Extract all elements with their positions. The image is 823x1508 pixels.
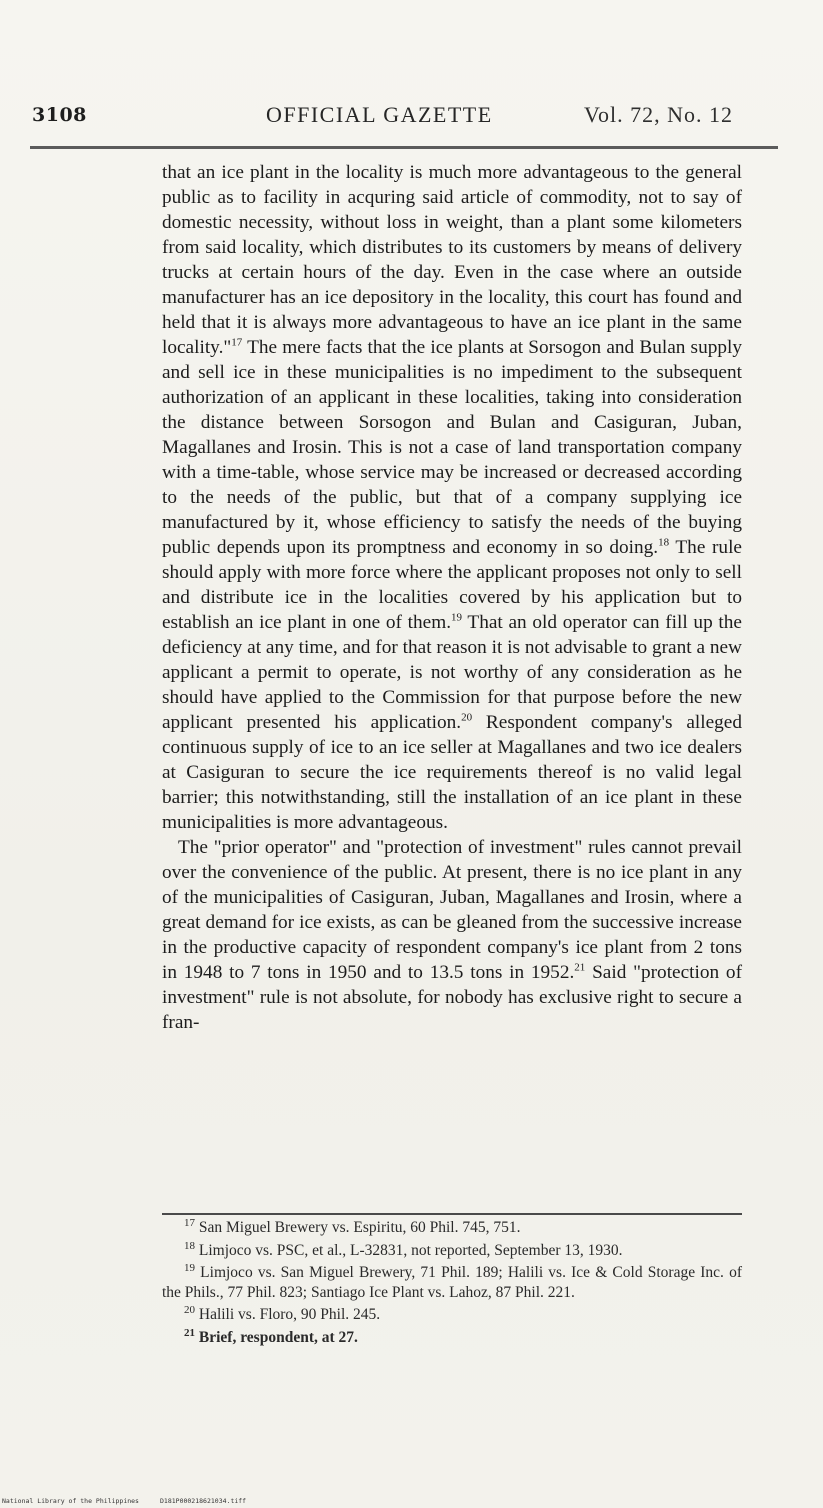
- footnote-text: San Miguel Brewery vs. Espiritu, 60 Phil. 745, 751.: [198, 1219, 521, 1236]
- body-paragraph: [162, 160, 742, 835]
- footnote-reference: 20: [461, 711, 473, 724]
- body-text-run: The "prior operator" and "protection of investment" rules cannot prevail over the convenience of the public. At present, there is no ice plant in any of the municipalities of Casiguran, Juban, Magallanes and Irosin, where a great demand for ice exists, as can be gleaned from the successive increase in the productive capacity of respondent company's ice plant from 2 tons in 1948 to 7 tons in 1950 and to 13.5 tons in 1952.: [162, 837, 742, 983]
- body-text-run: Respondent company's alleged continuous supply of ice to an ice seller at Magallanes and two ice dealers at Casiguran to secure the ice requirements thereof is no valid legal barrier; this notwithstanding, still the installation of an ice plant in these municipalities is more advantageous.: [162, 712, 742, 833]
- body-text-run: The mere facts that the ice plants at Sorsogon and Bulan supply and sell ice in these municipalities is no impediment to the subsequent authorization of an applicant in these localities, taking into consideration the distance between Sorsogon and Bulan and Casiguran, Juban, Magallanes and Irosin. This is not a case of land transportation company with a time-table, whose service may be increased or decreased according to the needs of the public, but that of a company supplying ice manufactured by it, whose efficiency to satisfy the needs of the buying public depends upon its promptness and economy in so doing.: [162, 337, 742, 558]
- footnote-number: 21: [184, 1326, 195, 1339]
- page-number: 3108: [32, 104, 87, 126]
- body-paragraph: [162, 835, 742, 1035]
- footnote-reference: 18: [658, 536, 670, 549]
- footnote: [162, 1328, 742, 1348]
- body-text-run: The rule should apply with more force where the applicant proposes not only to sell and distribute ice in the localities covered by his application but to establish an ice plant in one of them.: [162, 537, 742, 633]
- footnote-reference: 17: [231, 336, 243, 349]
- footnote-text: Brief, respondent, at 27.: [198, 1328, 358, 1346]
- body-text-run: That an old operator can fill up the deficiency at any time, and for that reason it is not advisable to grant a new applicant a permit to operate, is not worthy of any consideration as he should have applied to the Commission for that purpose before the new applicant presented his application.: [162, 612, 742, 733]
- library-credit: National Library of the Philippines: [2, 1497, 139, 1505]
- footnote: [162, 1218, 742, 1238]
- footnote-number: 18: [184, 1239, 195, 1252]
- body-text-run: that an ice plant in the locality is much more advantageous to the general public as to facility in acquring said article of commodity, not to say of domestic necessity, without loss in weight, than a plant some kilometers from said locality, which distributes to its customers by means of delivery trucks at certain hours of the day. Even in the case where an outside manufacturer has an ice depository in the locality, this court has found and held that it is always more advantageous to have an ice plant in the same locality.": [162, 162, 742, 358]
- footnotes: [162, 1218, 742, 1350]
- footnote-text: Limjoco vs. San Miguel Brewery, 71 Phil. 189; Halili vs. Ice & Cold Storage Inc. of the Phils., 77 Phil. 823; Santiago Ice Plant vs. Lahoz, 87 Phil. 221.: [162, 1264, 742, 1301]
- footnote-reference: 21: [574, 961, 586, 974]
- footnote-text: Halili vs. Floro, 90 Phil. 245.: [198, 1306, 381, 1323]
- footnote-number: 17: [184, 1216, 195, 1229]
- footnote-number: 19: [184, 1261, 195, 1274]
- body-text: [162, 160, 742, 1035]
- header-rule: [30, 146, 778, 149]
- footnote-number: 20: [184, 1303, 195, 1316]
- body-text-run: Said "protection of investment" rule is not absolute, for nobody has exclusive right to secure a fran-: [162, 962, 742, 1033]
- footnote-reference: 19: [451, 611, 463, 624]
- footnote: [162, 1241, 742, 1261]
- footnote: [162, 1305, 742, 1325]
- volume-issue: Vol. 72, No. 12: [584, 102, 734, 127]
- journal-title: OFFICIAL GAZETTE: [266, 102, 493, 127]
- footnote: [162, 1263, 742, 1302]
- scan-file-id: D181P000218621034.tiff: [160, 1497, 247, 1505]
- footnote-text: Limjoco vs. PSC, et al., L-32831, not reported, September 13, 1930.: [198, 1241, 623, 1259]
- footnote-rule: [162, 1213, 742, 1215]
